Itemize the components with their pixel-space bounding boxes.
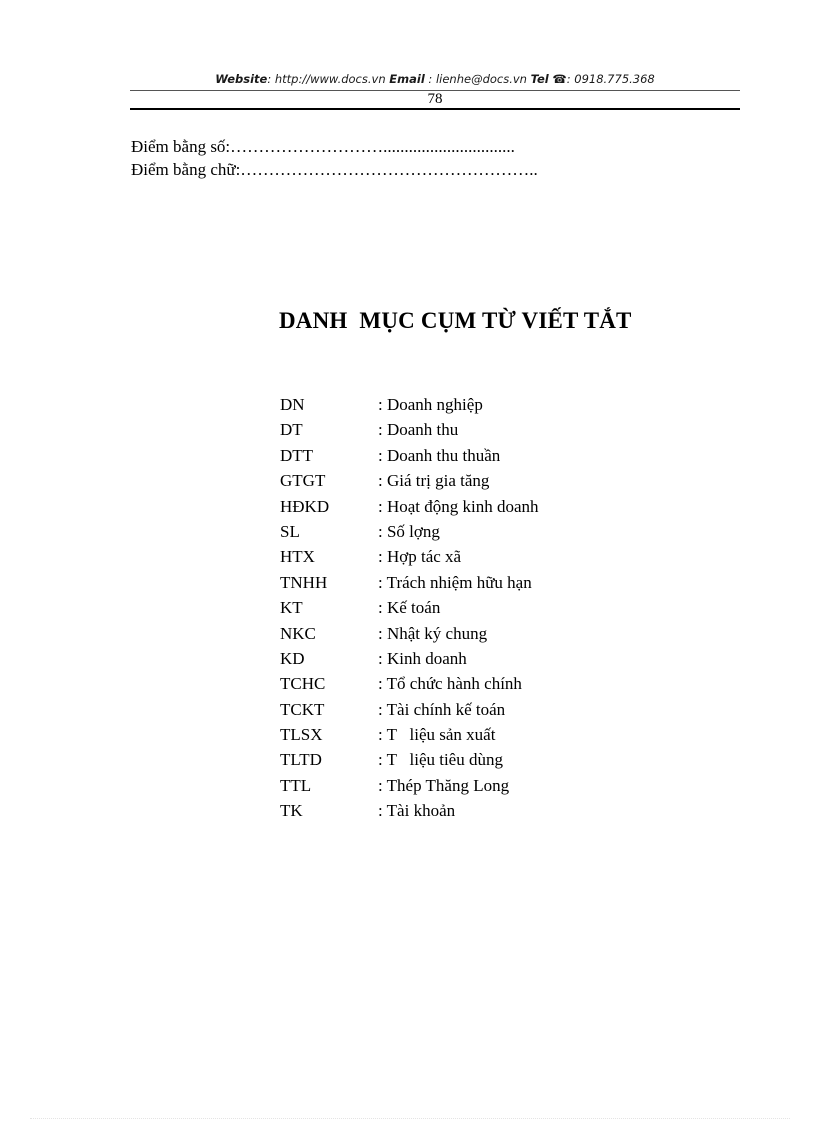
website-label: Website [215, 72, 268, 86]
abbreviation-code: DT [280, 420, 303, 440]
abbreviation-code: TLSX [280, 725, 323, 745]
abbreviation-row [280, 468, 539, 493]
abbreviation-list [280, 392, 539, 824]
abbreviation-row [280, 671, 539, 696]
abbreviation-description: : Số lợng [378, 521, 440, 541]
phone-icon: ☎ [552, 72, 567, 86]
abbreviation-description: : Hoạt động kinh doanh [378, 496, 539, 516]
abbreviation-row [280, 443, 539, 468]
abbreviation-description: : Thép Thăng Long [378, 775, 510, 795]
abbreviation-description: : Kế toán [378, 598, 441, 618]
email-value: : lienhe@docs.vn [428, 72, 527, 86]
abbreviation-code: DN [280, 395, 305, 414]
page-number: 78 [427, 91, 443, 107]
abbreviation-code: HTX [280, 547, 315, 567]
abbreviation-description: : Doanh nghiệp [378, 395, 483, 414]
abbreviation-row [280, 595, 539, 620]
abbreviation-code: HĐKD [280, 496, 330, 516]
abbreviation-code: KD [280, 648, 305, 668]
abbreviation-row [280, 697, 539, 722]
abbreviation-code: NKC [280, 623, 316, 643]
abbreviation-code: TCKT [280, 699, 325, 719]
abbreviation-row [280, 646, 539, 671]
abbreviation-code: SL [280, 521, 300, 541]
abbreviation-description: : Hợp tác xã [378, 547, 462, 567]
abbreviation-code: TNHH [280, 572, 328, 592]
abbreviation-description: : Kinh doanh [378, 648, 467, 668]
abbreviation-description: : Giá trị gia tăng [378, 471, 490, 491]
abbreviation-code: TTL [280, 775, 312, 795]
abbreviation-code: TCHC [280, 674, 326, 694]
abbreviation-code: TLTD [280, 750, 322, 770]
abbreviation-row [280, 747, 539, 772]
tel-value: : 0918.775.368 [566, 72, 655, 86]
abbreviation-description: : Tài chính kế toán [378, 699, 506, 719]
page-header [130, 72, 740, 86]
score-number-line: Điểm bằng số:………………………............................... [131, 137, 515, 156]
abbreviation-code: KT [280, 598, 303, 618]
abbreviation-description: : Trách nhiệm hữu hạn [378, 572, 532, 592]
page-title: DANH MỤC CỤM TỪ VIẾT TẮT [279, 308, 632, 333]
abbreviation-description: : Doanh thu thuần [378, 445, 501, 465]
abbreviation-row [280, 722, 539, 747]
abbreviation-row [280, 621, 539, 646]
abbreviation-row [280, 570, 539, 595]
abbreviation-description: : Doanh thu [378, 420, 459, 440]
abbreviation-row [280, 773, 539, 798]
email-label: Email [389, 72, 425, 86]
abbreviation-code: DTT [280, 445, 314, 465]
abbreviation-description: : T liệu tiêu dùng [378, 750, 503, 770]
abbreviation-row [280, 798, 539, 823]
header-rule [130, 108, 740, 110]
abbreviation-description: : Tài khoản [378, 801, 456, 821]
abbreviation-description: : Tổ chức hành chính [378, 674, 522, 694]
abbreviation-code: TK [280, 801, 303, 821]
abbreviation-row [280, 544, 539, 569]
abbreviation-row [280, 417, 539, 442]
abbreviation-description: : T liệu sản xuất [378, 725, 496, 745]
abbreviation-row [280, 392, 539, 417]
abbreviation-row [280, 519, 539, 544]
footer-divider [30, 1118, 790, 1119]
abbreviation-code: GTGT [280, 471, 326, 491]
website-value: : http://www.docs.vn [267, 72, 386, 86]
tel-label: Tel [530, 72, 549, 86]
abbreviation-description: : Nhật ký chung [378, 623, 488, 643]
score-word-line: Điểm bằng chữ:…………………………………………….. [131, 160, 538, 179]
abbreviation-row [280, 494, 539, 519]
